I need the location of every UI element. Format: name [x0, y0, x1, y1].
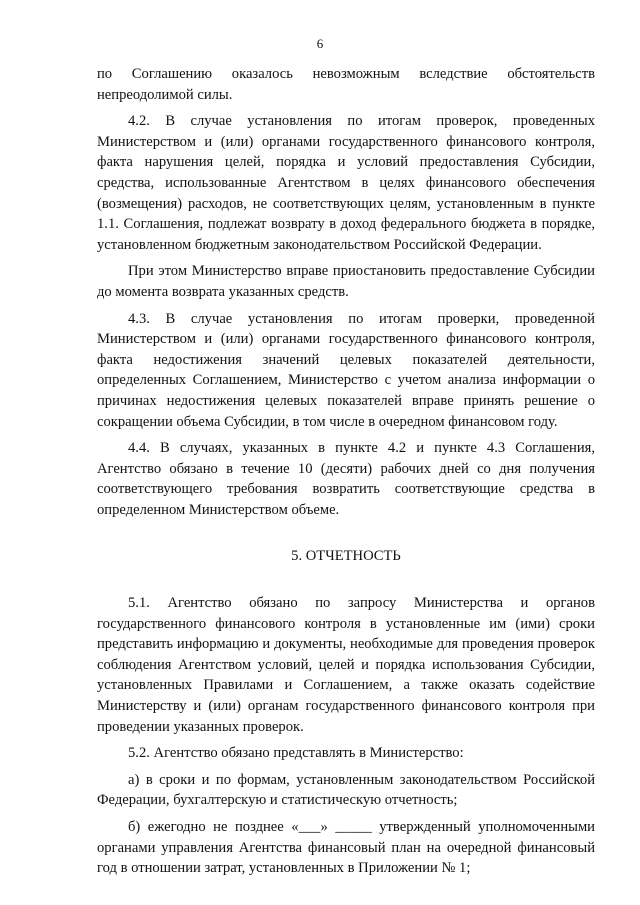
- page-number: 6: [316, 36, 324, 51]
- paragraph-continuation: по Соглашению оказалось невозможным вследствие обстоятельств непреодолимой силы.: [97, 66, 595, 103]
- list-item-b: б) ежегодно не позднее «___» _____ утвержденный уполномоченными органами управления Агентства финансовый план на очередной финансовый год в отношении затрат, установленных в Приложении № 1;: [97, 819, 595, 877]
- section-title-reporting: 5. ОТЧЕТНОСТЬ: [291, 548, 401, 565]
- list-item-a: а) в сроки и по формам, установленным законодательством Российской Федерации, бухгалтерскую и статистическую отчетность;: [97, 771, 595, 809]
- document-body: [97, 64, 595, 879]
- paragraph-4-2: 4.2. В случае установления по итогам проверок, проведенных Министерством и (или) органами государственного финансового контроля, факта нарушения целей, порядка и условий предоставления Субсидии, средства, использованные Агентством в целях финансового обеспечения (возмещения) расходов, не соответствующих целям, установленным в пункте 1.1. Соглашения, подлежат возврату в доход федерального бюджета в порядке, установленном бюджетным законодательством Российской Федерации.: [97, 113, 595, 253]
- paragraph-5-2: 5.2. Агентство обязано представлять в Министерство:: [128, 745, 464, 762]
- paragraph-4-3: 4.3. В случае установления по итогам проверки, проведенной Министерством и (или) органами государственного финансового контроля, факта недостижения значений целевых показателей деятельности, определенных Соглашением, Министерство с учетом анализа информации о причинах недостижения целевых показателей вправе принять решение о сокращении объема Субсидии, в том числе в очередном финансовом году.: [97, 310, 595, 430]
- paragraph-4-4: 4.4. В случаях, указанных в пункте 4.2 и пункте 4.3 Соглашения, Агентство обязано в течение 10 (десяти) рабочих дней со дня получения соответствующего требования возвратить соответствующие средства в определенном Министерством объеме.: [97, 440, 595, 518]
- paragraph-5-1: 5.1. Агентство обязано по запросу Министерства и органов государственного финансового контроля в установленные им (ими) сроки представить информацию и документы, необходимые для проведения проверок соблюдения Агентством условий, целей и порядка использования Субсидии, установленных Правилами и Соглашением, а также оказать содействие Министерству и (или) органам государственного финансового контроля при проведении указанных проверок.: [97, 595, 595, 735]
- paragraph-suspension: При этом Министерство вправе приостановить предоставление Субсидии до момента возврата указанных средств.: [97, 263, 595, 300]
